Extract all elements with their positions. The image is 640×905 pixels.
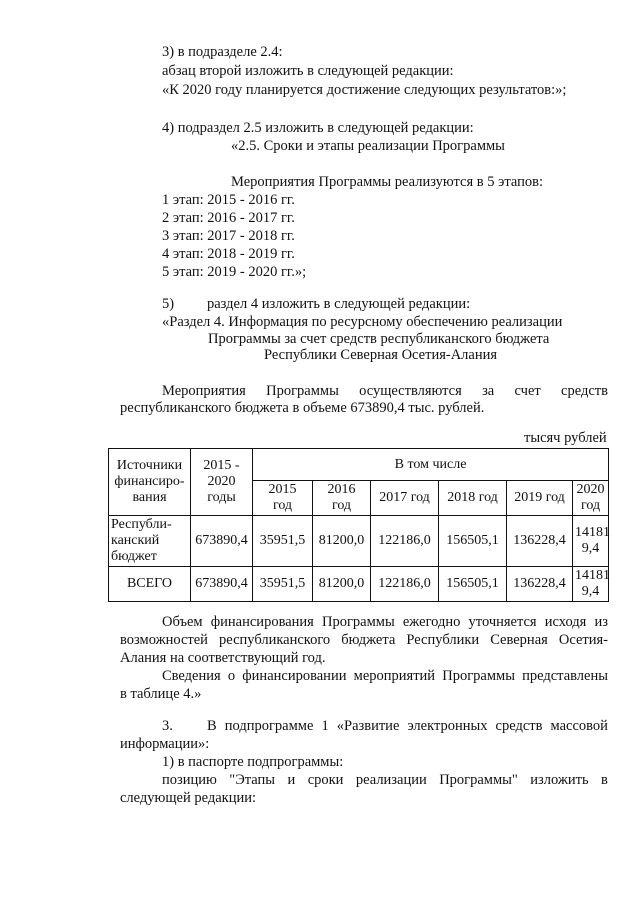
word: из xyxy=(594,614,608,630)
cell-source-line: Республи- xyxy=(111,517,172,532)
header-total-line: 2015 - xyxy=(203,458,240,473)
cell-source-line: бюджет xyxy=(111,549,157,564)
stage-line: 2 этап: 2016 - 2017 гг. xyxy=(162,210,295,226)
word: о xyxy=(227,668,236,684)
word: ежегодно xyxy=(402,614,461,630)
word: Программы xyxy=(442,668,515,684)
header-source-line: финансиро- xyxy=(114,474,185,489)
cell-2019: 136228,4 xyxy=(507,567,573,602)
word: изложить xyxy=(530,772,589,788)
funding-paragraph-line2: республиканского бюджета в объеме 673890,4 тыс. рублей. xyxy=(120,400,485,416)
header-year-line: год xyxy=(331,498,352,513)
cell-2016: 81200,0 xyxy=(313,516,371,567)
table-row xyxy=(109,567,609,602)
word: «Развитие xyxy=(336,718,400,734)
word: средств xyxy=(495,718,543,734)
stage-line: 3 этап: 2017 - 2018 гг. xyxy=(162,228,295,244)
header-source-line: вания xyxy=(132,490,167,505)
p3-heading: 3) в подразделе 2.4: xyxy=(162,44,283,60)
word: Программы xyxy=(266,383,339,399)
item3-line1 xyxy=(207,718,608,735)
word: Программы" xyxy=(439,772,518,788)
cell-2020-line: 14181 xyxy=(575,568,610,583)
word: Программы xyxy=(322,614,395,630)
header-year-line: 2020 xyxy=(576,482,605,497)
word: средств xyxy=(561,383,608,399)
cell-source xyxy=(109,516,191,567)
after-para1-line1 xyxy=(162,614,608,631)
word: уточняется xyxy=(468,614,537,630)
stages-intro: Мероприятия Программы реализуются в 5 этапов: xyxy=(231,174,543,190)
header-source xyxy=(109,449,191,516)
cell-2019: 136228,4 xyxy=(507,516,573,567)
word: мероприятий xyxy=(353,668,436,684)
after-para1-line3: Алания на соответствующий год. xyxy=(120,650,326,666)
cell-2020 xyxy=(573,567,609,602)
header-including: В том числе xyxy=(253,449,609,481)
word: счет xyxy=(514,383,541,399)
word: 1 xyxy=(321,718,329,734)
item3-number: 3. xyxy=(162,718,173,734)
header-2016 xyxy=(313,481,371,516)
cell-total: 673890,4 xyxy=(191,516,253,567)
word: представлены xyxy=(522,668,608,684)
p3-line2: абзац второй изложить в следующей редакции: xyxy=(162,63,454,79)
header-2020 xyxy=(573,481,609,516)
cell-total: 673890,4 xyxy=(191,567,253,602)
header-2017: 2017 год xyxy=(371,481,439,516)
cell-2015: 35951,5 xyxy=(253,567,313,602)
financing-table xyxy=(108,448,609,602)
cell-2017: 122186,0 xyxy=(371,516,439,567)
word: электронных xyxy=(407,718,488,734)
table-row xyxy=(109,516,609,567)
funding-paragraph-line1 xyxy=(162,383,608,400)
cell-source: ВСЕГО xyxy=(109,567,191,602)
word: массовой xyxy=(550,718,608,734)
cell-2017: 122186,0 xyxy=(371,567,439,602)
item3-line2: информации»: xyxy=(120,736,210,752)
cell-2018: 156505,1 xyxy=(439,516,507,567)
cell-2018: 156505,1 xyxy=(439,567,507,602)
header-source-line: Источники xyxy=(116,458,183,473)
cell-2015: 35951,5 xyxy=(253,516,313,567)
word: Мероприятия xyxy=(162,383,246,399)
stage-line: 5 этап: 2019 - 2020 гг.»; xyxy=(162,264,307,280)
word: Объем xyxy=(162,614,203,630)
header-total-line: годы xyxy=(207,490,236,505)
word: Северная xyxy=(490,632,548,648)
header-total-line: 2020 xyxy=(207,474,236,489)
section4-title-line3: Республики Северная Осетия-Алания xyxy=(264,347,498,363)
word: Осетия- xyxy=(558,632,608,648)
cell-2020-line: 9,4 xyxy=(581,584,600,599)
cell-source-line: канский xyxy=(111,533,160,548)
cell-2020-line: 9,4 xyxy=(581,541,600,556)
section5-number: 5) xyxy=(162,296,175,312)
word: подпрограмме xyxy=(224,718,314,734)
word: возможностей xyxy=(120,632,208,648)
header-year-line: 2015 xyxy=(268,482,297,497)
word: "Этапы xyxy=(229,772,276,788)
word: и xyxy=(287,772,296,788)
word: В xyxy=(207,718,217,734)
after-para2-line1 xyxy=(162,668,608,685)
word: республиканского xyxy=(219,632,331,648)
word: осуществляются xyxy=(359,383,462,399)
stage-line: 1 этап: 2015 - 2016 гг. xyxy=(162,192,295,208)
word: за xyxy=(482,383,495,399)
header-year-line: 2016 xyxy=(327,482,356,497)
section4-title-line2: Программы за счет средств республиканского бюджета xyxy=(208,331,550,347)
item3-sub1: 1) в паспорте подпрограммы: xyxy=(162,754,344,770)
stage-line: 4 этап: 2018 - 2019 гг. xyxy=(162,246,295,262)
section4-title-line1: «Раздел 4. Информация по ресурсному обеспечению реализации xyxy=(162,314,563,330)
word: бюджета xyxy=(341,632,396,648)
word: финансировании xyxy=(242,668,347,684)
p4-heading: 4) подраздел 2.5 изложить в следующей редакции: xyxy=(162,120,474,136)
word: позицию xyxy=(162,772,217,788)
section5-text: раздел 4 изложить в следующей редакции: xyxy=(207,296,471,312)
header-year-line: год xyxy=(272,498,293,513)
after-para2-line2: в таблице 4.» xyxy=(120,686,202,702)
item3-sub2-line1 xyxy=(162,772,608,789)
p3-line3: «К 2020 году планируется достижение следующих результатов:»; xyxy=(162,82,567,98)
header-year-line: год xyxy=(580,498,601,513)
header-2015 xyxy=(253,481,313,516)
word: сроки xyxy=(307,772,344,788)
word: исходя xyxy=(544,614,587,630)
item3-sub2-line2: следующей редакции: xyxy=(120,790,257,806)
header-total xyxy=(191,449,253,516)
header-2018: 2018 год xyxy=(439,481,507,516)
header-2019: 2019 год xyxy=(507,481,573,516)
cell-2020-line: 14181 xyxy=(575,525,610,540)
table-unit: тысяч рублей xyxy=(524,430,607,446)
cell-2020 xyxy=(573,516,609,567)
word: Республики xyxy=(406,632,480,648)
after-para1-line2 xyxy=(120,632,608,649)
word: реализации xyxy=(355,772,427,788)
word: в xyxy=(601,772,608,788)
word: Сведения xyxy=(162,668,221,684)
p4-title: «2.5. Сроки и этапы реализации Программы xyxy=(231,138,505,154)
cell-2016: 81200,0 xyxy=(313,567,371,602)
word: финансирования xyxy=(210,614,314,630)
